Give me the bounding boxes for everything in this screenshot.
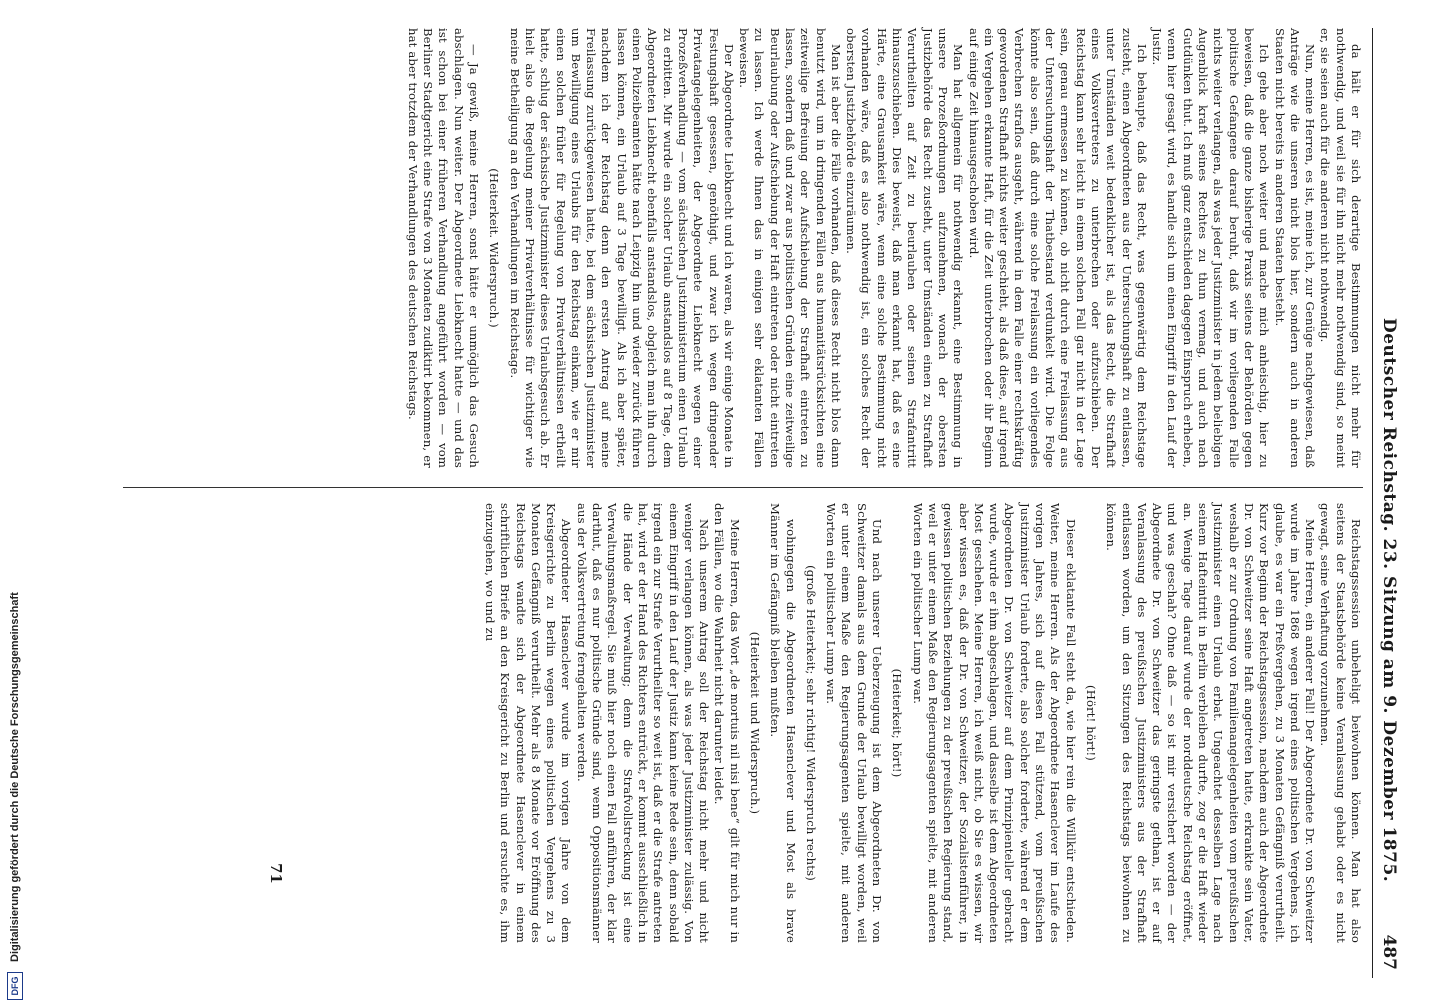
paragraph: Ich behaupte, daß das Recht, was gegenwärtig dem Reichstage zusteht, einen Abgeordneten aus der Untersuchungshaft zu entlassen, unter Umständen weit bedenklicher ist, als das Recht, die Strafhaft eines Volksvertreters zu unterbrechen oder aufzuschieben. Der Reichstag kann sehr leicht in einem solchen Fall gar nicht in der Lage sein, genau ermessen zu können, ob nicht durch eine Freilassung aus der Untersuchungshaft der Thatbestand verdunkelt wird. Die Folge könnte also sein, daß durch eine solche Freilassung ein vorliegendes Verbrechen straflos ausgeht, während in dem Falle einer rechtskräftig gewordenen Strafhaft nichts weiter geschieht, als daß diese, auf irgend ein Vergehen erkannte Haft, für die Zeit unterbrochen oder ihr Beginn auf einige Zeit hinausgeschoben wird.: [966, 28, 1149, 468]
paragraph: Nach unserem Antrag soll der Reichstag nicht mehr und nicht weniger verlangen können, als was jeder Justizminister zulässig. Von einem Eingriff in den Lauf der Justiz kann keine Rede sein, denn sobald irgend ein zur Strafe Verurtheilter so weit ist, daß er die Strafe antreten hat, wird er der Hand des Richters entrückt, er kommt ausschließlich in die Hände der Verwaltung; denn die Strafvollstreckung ist eine Verwaltungsmaßregel. Sie muß hier noch einen Fall anführen, der klar darthut, daß es nur politische Gründe sind, wenn Oppositionsmänner aus der Volksvertretung ferngehalten werden.: [574, 503, 712, 943]
paragraph: — Ja gewiß, meine Herren, sonst hätte er unmöglich das Gesuch abschlagen. Nun weiter. Der Abgeordnete Liebknecht hatte — und das ist schon bei einer früheren Verhandlung angeführt worden — vom Berliner Stadtgericht eine Strafe von 3 Monaten zudiktirt bekommen, er hat aber trotzdem der Verhandlungen des deutschen Reichstags.: [405, 28, 482, 468]
paragraph: Dieser eklatante Fall steht da, wie hier rein die Willkür entschieden. Weiter, meine Herren. Als der Abgeordnete Hasenclever im Laufe des vorigen Jahres, sich auf diesen Fall stützend, vom preußischen Justizminister Urlaub forderte, also solcher forderte, während er dem Abgeordneten Dr. von Schweitzer auf dem Prinzipienteller gebracht wurde, wurde er ihm abgeschlagen, und dasselbe ist dem Abgeordneten Most geschehen. Meine Herren, ich weiß nicht, ob Sie es wissen, wir aber wissen es, daß der Dr. von Schweitzer, der Sozialistenführer, in gewissen politischen Beziehungen zu der preußischen Regierung stand, weil er unter einem Maße den Regierungsagenten spielte, mit anderen Worten ein politischer Lump war.: [910, 503, 1078, 943]
interjection: (große Heiterkeit; sehr richtig! Widerspruch rechts): [803, 565, 818, 881]
paragraph: Der Abgeordnete Liebknecht und ich waren, als wir einige Monate in Festungshaft gesessen, genöthigt, und zwar ich wegen dringender Privatangelegenheiten, der Abgeordnete Liebknecht wegen einer Prozeßverhandlung — vom sächsischen Justizministerium einen Urlaub zu erbitten. Mir wurde ein solcher Urlaub anstandslos auf 8 Tage, dem Abgeordneten Liebknecht ebenfalls anstandslos, obgleich man ihn durch einen Polizeibeamten hätte nach Leipzig hin und wieder zurück führen lassen können, ein Urlaub auf 3 Tage bewilligt. Als ich aber später, nachdem ich der Reichstag denn den ersten Antrag auf meine Freilassung zurückgewiesen hatte, bei dem sächsischen Justizminister um Bewilligung eines Urlaubs für den Reichstag einkam, wie er mir einen solchen früher für Regelung von Privatverhältnissen ertheilt hatte, schlug der sächsische Justizminister dieses Urlaubsgesuch ab. Er hielt also die Regelung meiner Privatverhältnisse für wichtiger wie meine Betheiligung an den Verhandlungen im Reichstage.: [507, 28, 736, 468]
interjection: (Hört! hört!): [1083, 685, 1098, 761]
right-text-column: [178, 503, 1363, 943]
paragraph: Und nach unserer Ueberzeugung ist dem Abgeordneten Dr. von Schweitzer damals aus dem Grunde der Urlaub bewilligt worden, weil er unter einem Maße den Regierungsagenten spielte, mit anderen Worten ein politischer Lump war.: [824, 503, 885, 943]
interjection: (Heiterkeit; hört!): [890, 668, 905, 778]
paragraph: Meine Herren, das Wort „de mortuis nil nisi bene“ gilt für mich nur in den Fällen, wo die Wahrheit nicht darunter leidet.: [712, 503, 742, 943]
left-text-column: [178, 28, 1363, 468]
rotated-document-page: [75, 28, 1405, 978]
header-title: Deutscher Reichstag. 23. Sitzung am 9. Dezember 1875.: [1379, 318, 1399, 883]
paragraph: da hält er für sich derartige Bestimmungen nicht mehr für nothwendig, und weil sie für ihn nicht mehr nothwendig sind, so meint er, sie seien auch für die anderen nicht nothwendig.: [1318, 28, 1363, 468]
interjection: (Heiterkeit und Widerspruch.): [748, 631, 763, 815]
page-signature: 71: [267, 863, 285, 884]
footer-text: Digitalisierung gefördert durch die Deutsche Forschungsgemeinschaft: [9, 592, 21, 962]
paragraph: wohingegen die Abgeordneten Hasenclever und Most als brave Männer im Gefängniß bleiben mußten.: [768, 503, 798, 943]
paragraph: Man hat allgemein für nothwendig erkannt, eine Bestimmung in unsere Prozeßordnungen aufzunehmen, wonach der obersten Justizbehörde das Recht zusteht, unter Umständen einen zu Strafhaft Verurtheilten auf Zeit zu beurlauben oder seinen Strafantritt hinauszuschieben. Dies beweist, daß man erkannt hat, daß es eine Härte, eine Grausamkeit wäre, wenn eine solche Bestimmung nicht vorhanden wäre, daß es also nothwendig ist, ein solches Recht der obersten Justizbehörde einzuräumen.: [844, 28, 966, 468]
interjection: (Heiterkeit. Widerspruch.): [487, 168, 502, 328]
paragraph: Ich gehe aber noch weiter und mache mich anheischig, hier zu beweisen, daß die ganze bisherige Praxis seitens der Behörden gegen politische Gefangene darauf beruht, daß wir im vorliegenden Falle nichts weiter verlangen, als was jeder Justizminister in jedem beliebigen Augenblick kraft seines Rechtes zu thun vermag, und auch nach Gutdünken thut. Ich muß ganz entschieden dagegen Einspruch erheben, wenn hier gesagt wird, es handle sich um einen Eingriff in den Lauf der Justiz.: [1150, 28, 1272, 468]
dfg-logo-icon: DFG: [7, 972, 23, 1000]
paragraph: Nun, meine Herren, es ist, meine ich, zur Genüge nachgewiesen, daß Anträge wie die unseren nicht blos hier, sondern auch in anderen Staaten nicht bereits in anderen Staaten besteht.: [1272, 28, 1318, 468]
paragraph: Reichstagssession unbeheligt beiwohnen können. Man hat also seitens der Staatsbehörde keine Veranlassung gehabt oder es nicht gewagt, seine Verhaftung vorzunehmen.: [1318, 503, 1363, 943]
column-divider: [123, 487, 1363, 488]
paragraph: Abgeordneter Hasenclever wurde im vorigen Jahre von dem Kreisgerichte zu Berlin wegen eines politischen Vergehens zu 3 Monaten Gefängniß verurtheilt. Mehr als 8 Monate vor Eröffnung des Reichstags wandte sich der Abgeordnete Hasenclever in einem schriftlichen Briefe an den Kreisgericht zu Berlin und ersuchte es, ihm einzugehen, wo und zu: [482, 503, 574, 943]
paragraph: Meine Herren, ein anderer Fall! Der Abgeordnete Dr. von Schweitzer wurde im Jahre 1868 wegen irgend eines politischen Vergehens, ich glaube, es war ein Preßvergehen, zu 3 Monaten Gefängniß verurtheilt. Kurz vor Beginn der Reichstagssession, nachdem auch der Abgeordnete Dr. von Schweitzer seine Haft angetreten hatte, erkrankte sein Vater, weshalb er zur Ordnung von Familienangelegenheiten vom preußischen Justizminister einen Urlaub erbat. Ungeachtet desselben Lage nach seinem Hafteintritt in Berlin verbleiben durfte, zog er die Haft wieder an. Wenige Tage darauf wurde der norddeutsche Reichstag eröffnet, und was geschah? Ohne daß — so ist mir versichert worden — der Abgeordnete Dr. von Schweitzer das geringste gethan, ist er auf Veranlassung des preußischen Justizministers aus der Strafhaft entlassen worden, um den Sitzungen des Reichstags beiwohnen zu können.: [1104, 503, 1318, 943]
page-number: 487: [1379, 934, 1399, 970]
page-header: [1372, 28, 1405, 978]
paragraph: Man ist aber die Fälle vorhanden, daß dieses Recht nicht blos dann benutzt wird, um in dringenden Fällen aus humanitätsrücksichten eine zeitweilige Befreiung oder Aufschiebung der Strafhaft eintreten zu lassen, sondern daß und zwar aus politischen Gründen eine zeitweilige Beurlaubung oder Aufschiebung der Haft eintreten oder nicht eintreten zu lassen. Ich werde Ihnen das in einigen sehr eklatanten Fällen beweisen.: [737, 28, 843, 468]
digitization-footer: [4, 0, 26, 1000]
